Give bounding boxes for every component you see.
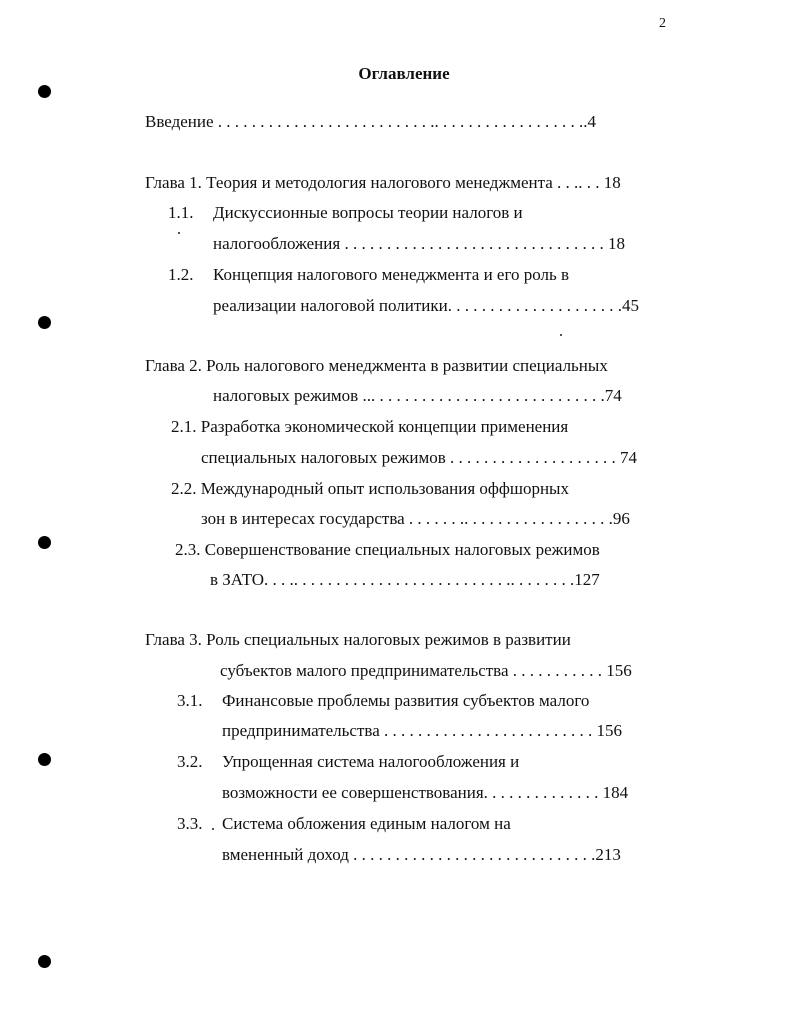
binder-hole [38,955,51,968]
toc-section-number: 1.2. [168,265,194,284]
page-number: 2 [659,16,666,31]
toc-chapter-3-cont[interactable]: субъектов малого предпринимательства . . . . . . . . . . . 156 [220,661,632,680]
binder-hole [38,85,51,98]
binder-hole [38,316,51,329]
toc-entry-intro[interactable]: Введение . . . . . . . . . . . . . . . . . . . . . . . . . .. . . . . . . . . . . . . . . . . ..4 [145,112,597,131]
toc-section-3-3-cont[interactable]: вмененный доход . . . . . . . . . . . . . . . . . . . . . . . . . . . . .213 [222,845,621,864]
toc-section-1-2-cont[interactable]: реализации налоговой политики. . . . . . . . . . . . . . . . . . . . .45 [213,296,640,315]
toc-section-number: 3.3. [177,814,203,833]
toc-section-2-3[interactable]: 2.3. Совершенствование специальных налоговых режимов [175,540,600,559]
scan-speck [560,334,562,336]
toc-chapter-1[interactable]: Глава 1. Теория и методология налогового менеджмента . . .. . . 18 [145,173,621,192]
toc-section-2-2-cont[interactable]: зон в интересах государства . . . . . . .. . . . . . . . . . . . . . . . . .96 [201,509,630,528]
toc-chapter-2[interactable]: Глава 2. Роль налогового менеджмента в развитии специальных [145,356,608,375]
toc-chapter-3[interactable]: Глава 3. Роль специальных налоговых режимов в развитии [145,630,571,649]
toc-section-3-2-cont[interactable]: возможности ее совершенствования. . . . . . . . . . . . . . 184 [222,783,629,802]
toc-section-2-1-cont[interactable]: специальных налоговых режимов . . . . . . . . . . . . . . . . . . . . 74 [201,448,638,467]
toc-section-number: 3.2. [177,752,203,771]
page-title: Оглавление [358,64,450,83]
toc-section-3-2[interactable]: Упрощенная система налогообложения и [222,752,520,771]
toc-section-number: 3.1. [177,691,203,710]
scan-speck [178,232,180,234]
toc-chapter-2-cont[interactable]: налоговых режимов ... . . . . . . . . . . . . . . . . . . . . . . . . . . .74 [213,386,622,405]
toc-section-1-2[interactable]: Концепция налогового менеджмента и его роль в [213,265,570,284]
toc-section-number: 1.1. [168,203,194,222]
toc-section-3-3[interactable]: Система обложения единым налогом на [222,814,511,833]
binder-hole [38,753,51,766]
toc-section-2-3-cont[interactable]: в ЗАТО. . . .. . . . . . . . . . . . . . . . . . . . . . . . . .. . . . . . . .127 [210,570,600,589]
binder-hole [38,536,51,549]
toc-section-1-1-cont[interactable]: налогообложения . . . . . . . . . . . . . . . . . . . . . . . . . . . . . . . 18 [213,234,625,253]
toc-section-2-1[interactable]: 2.1. Разработка экономической концепции применения [171,417,569,436]
toc-section-2-2[interactable]: 2.2. Международный опыт использования оффшорных [171,479,569,498]
toc-section-1-1[interactable]: Дискуссионные вопросы теории налогов и [213,203,523,222]
toc-section-3-1[interactable]: Финансовые проблемы развития субъектов малого [222,691,590,710]
scan-speck [212,828,214,830]
toc-section-3-1-cont[interactable]: предпринимательства . . . . . . . . . . . . . . . . . . . . . . . . . 156 [222,721,622,740]
